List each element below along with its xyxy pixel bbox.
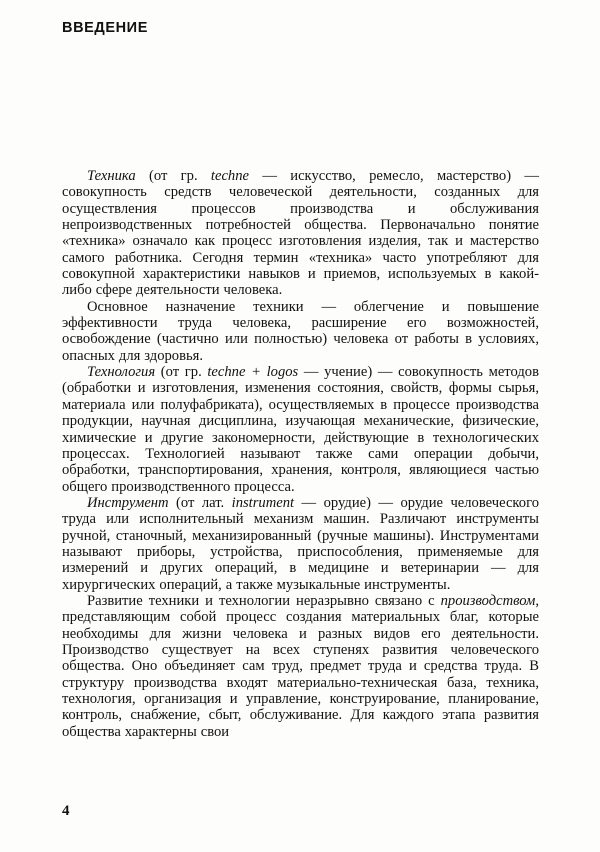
term-italic: techne bbox=[210, 168, 250, 184]
text-run: (от гр. bbox=[135, 168, 211, 184]
text-run: (от лат. bbox=[168, 494, 232, 511]
term-italic: instrument bbox=[231, 494, 295, 511]
text-run: — учение) — совокупность методов (обработки и изготовления, изменения состояния, свойств, формы сырья, материала или полуфабриката), осуществляемых в процессе производства продукции, научная дисциплина, изучающая механические, физические, химические и другие закономерности, действующие в технологических процессах. Технологией называют также сами операции добычи, обработки, транспортирования, хранения, контроля, являющиеся частью общего производственного процесса. bbox=[62, 364, 539, 495]
paragraph bbox=[62, 168, 539, 299]
term-italic: Инструмент bbox=[87, 494, 169, 511]
text-run: Развитие техники и технологии неразрывно связано с bbox=[87, 592, 441, 609]
text-run: , представляющим собой процесс создания материальных благ, которые необходимы для жизни человека и разных видов его деятельности. Производство существует на всех ступенях развития человеческого общества. Оно объединяет сам труд, предмет труда и средства труда. В структуру производства входят материально-техническая база, техника, технология, организация и управление, конструирование, планирование, контроль, снабжение, сбыт, обслуживание. Для каждого этапа развития общества характерны свои bbox=[62, 592, 539, 740]
term-italic: Технология bbox=[87, 364, 156, 381]
text-run: — орудие) — орудие человеческого труда или исполнительный механизм машин. Различают инструменты ручной, станочный, механизированный (ручные машины). Инструментами называют приборы, устройства, приспособления, применяемые для измерений и других операций, в медицине и ветеринарии — для хирургических операций, а также музыкальные инструменты. bbox=[62, 494, 539, 593]
term-italic: Техника bbox=[87, 168, 136, 184]
text-run: Основное назначение техники — облегчение и повышение эффективности труда человека, расширение его возможностей, освобождение (частично или полностью) человека от работы в условиях, опасных для здоровья. bbox=[62, 298, 539, 364]
paragraph bbox=[62, 495, 539, 593]
body-textblock bbox=[62, 168, 539, 740]
paragraph bbox=[62, 593, 539, 740]
running-head: ВВЕДЕНИЕ bbox=[62, 20, 148, 36]
term-italic: производством bbox=[440, 592, 536, 609]
paragraph bbox=[62, 299, 539, 364]
text-run: — искусство, ремесло, мастерство) — совокупность средств человеческой деятельности, созданных для осуществления процессов производства и обслуживания непроизводственных потребностей общества. Первоначально понятие «техника» означало как процесс изготовления изделия, так и мастерство самого работника. Сегодня термин «техника» часто употребляют для совокупной характеристики навыков и приемов, используемых в какой-либо сфере деятельности человека. bbox=[62, 168, 539, 299]
paragraph bbox=[62, 364, 539, 495]
term-italic: techne + logos bbox=[207, 364, 299, 381]
text-run: (от гр. bbox=[155, 364, 208, 381]
page-number: 4 bbox=[62, 803, 70, 819]
